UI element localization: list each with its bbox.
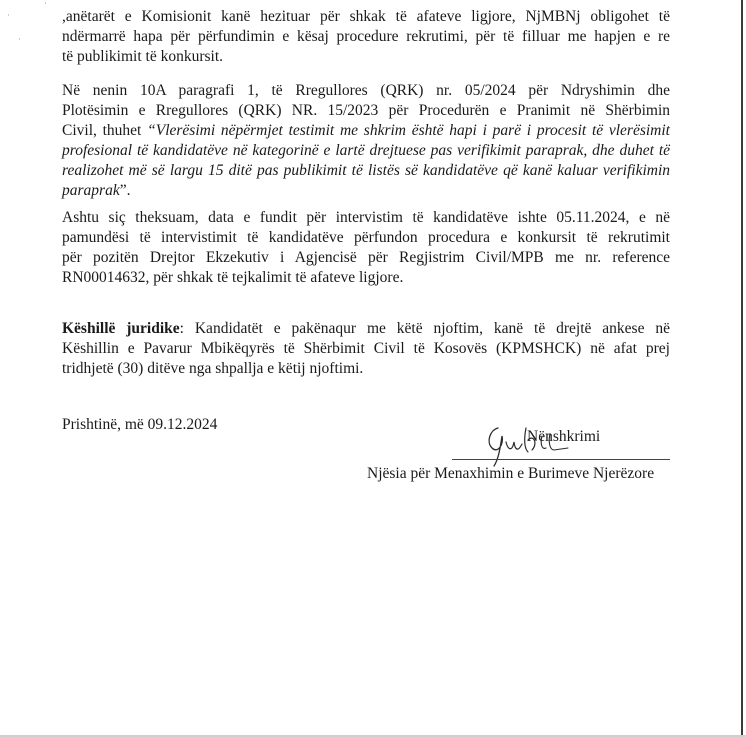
paragraph-line: Ashtu siç theksuam, data e fundit për intervistim të kandidatëve ishte 05.11.2024, e në xyxy=(62,209,670,226)
signature-label: Nënshkrimi xyxy=(527,428,601,445)
paragraph-line: Këshillin e Pavarur Mbikëqyrës të Shërbimit Civil të Kosovës (KPMSHCK) në afat prej xyxy=(62,340,670,357)
quote-close: ”. xyxy=(119,182,131,199)
paragraph-line xyxy=(62,121,670,141)
quote-intro: Civil, thuhet xyxy=(62,122,148,139)
paragraph-line: ndërmarrë hapa për përfundimin e kësaj procedure rekrutimi, për të filluar me hapjen e re xyxy=(62,28,670,45)
scan-speck: · xyxy=(44,0,47,9)
paragraph-line: për pozitën Drejtor Ekzekutiv i Agjencisë për Regjistrim Civil/MPB me nr. reference xyxy=(62,249,670,266)
paragraph-line: RN00014632, për shkak të tejkalimit të afateve ligjore. xyxy=(62,269,404,286)
quote-text: “Vlerësimi nëpërmjet testimit me shkrim është hapi i parë i procesit të vlerësimit xyxy=(147,122,670,139)
place-and-date: Prishtinë, më 09.12.2024 xyxy=(62,416,218,433)
paragraph-line: të publikimit të konkursit. xyxy=(62,48,224,65)
paragraph-legal-advice xyxy=(62,319,670,379)
signature-line xyxy=(452,459,670,460)
quote-text: realizohet më së largu 15 ditë pas publikimit të listës së kandidatëve që kanë kaluar verifikimin xyxy=(62,162,670,179)
signing-unit: Njësia për Menaxhimin e Burimeve Njerëzore xyxy=(367,465,655,482)
paragraph-regulation-quote xyxy=(62,81,670,201)
quote-text: profesional të kandidatëve në kategorinë e lartë drejtuese pas verifikimit paraprak, dhe duhet të xyxy=(62,142,670,159)
paragraph-line xyxy=(62,319,670,339)
scan-speck: · xyxy=(18,35,21,45)
paragraph-line: ,anëtarët e Komisionit kanë hezituar për shkak të afateve ligjore, NjMBNj obligohet të xyxy=(62,8,670,25)
legal-advice-text: : Kandidatët e pakënaqur me këtë njoftim, kanë të drejtë ankese në xyxy=(179,320,670,337)
paragraph-line: pamundësi të intervistimit të kandidatëve përfundon procedura e konkursit të rekrutimit xyxy=(62,229,670,246)
paragraph-line xyxy=(62,181,670,201)
scan-right-border xyxy=(741,0,743,737)
paragraph-line: Plotësimin e Rregullores (QRK) NR. 15/2023 për Procedurën e Pranimit në Shërbimin xyxy=(62,102,670,119)
paragraph-line: Në nenin 10A paragrafi 1, të Rregullores (QRK) nr. 05/2024 për Ndryshimin dhe xyxy=(62,82,670,99)
paragraph-line: tridhjetë (30) ditëve nga shpallja e këtij njoftimi. xyxy=(62,360,364,377)
scan-speck: · xyxy=(7,11,10,21)
paragraph-commission-hesitation xyxy=(62,7,670,67)
legal-advice-label: Këshillë juridike xyxy=(62,320,180,337)
quote-text: paraprak xyxy=(62,182,120,199)
paragraph-interview-deadline xyxy=(62,208,670,288)
